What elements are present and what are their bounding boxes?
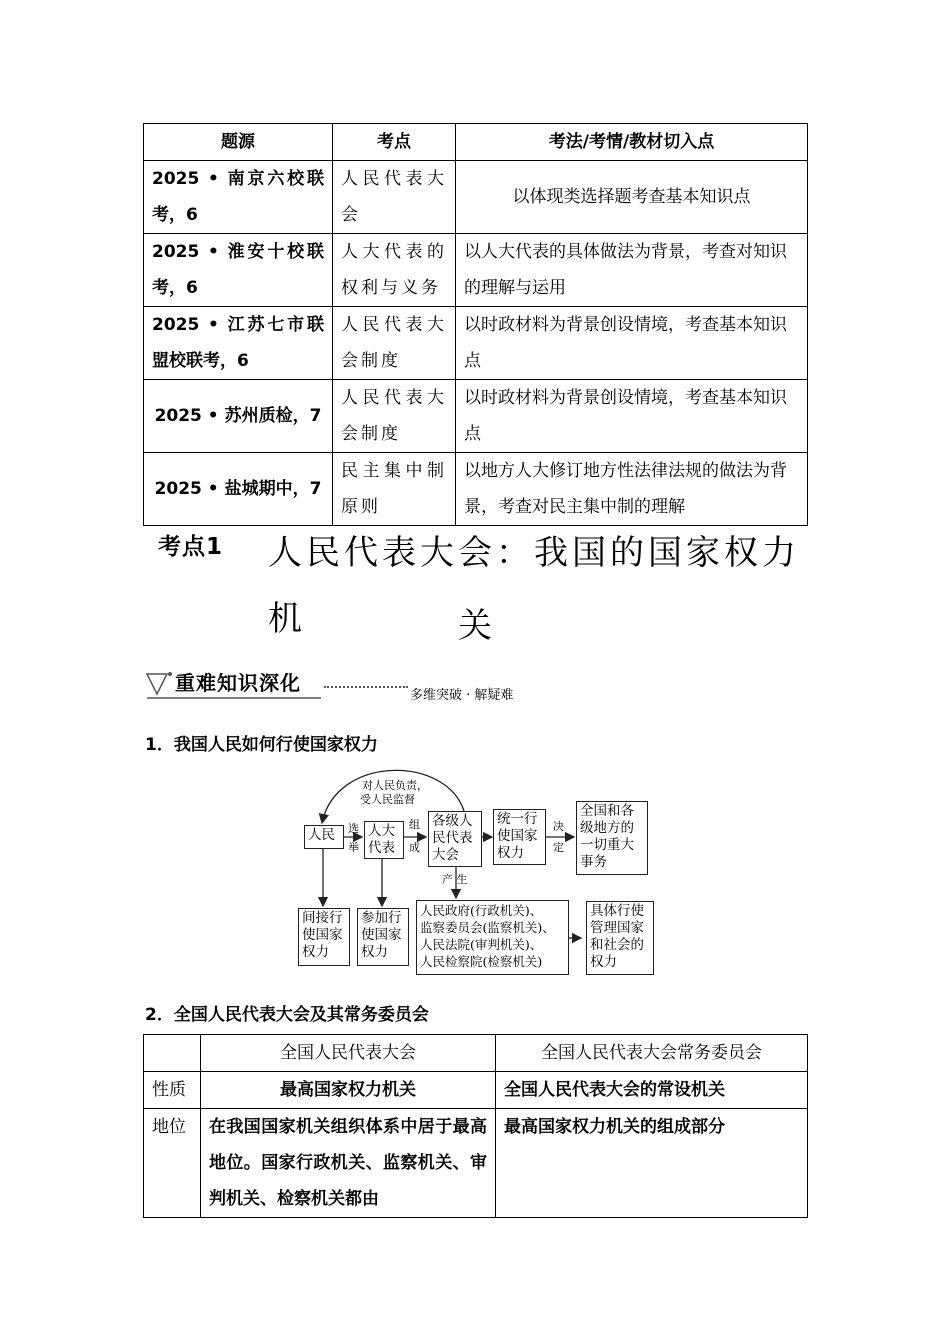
status-congress: 在我国国家机关组织体系中居于最高地位。国家行政机关、监察机关、审判机关、检察机关都由 [201,1109,496,1218]
row-point: 人民代表大会 [333,161,456,234]
npc-header-row [144,1035,808,1072]
label-decide-1: 决 [553,820,564,833]
deputy-line-2: 代表 [368,840,395,856]
manage-line-4: 权力 [590,954,617,970]
manage-line-2: 管理国家 [590,920,644,936]
banner-title: 重难知识深化 [175,671,301,695]
unify-line-3: 权力 [497,845,524,861]
row-source: 2025 • 南京六校联考，6 [144,161,333,234]
row-point: 人大代表的权利与义务 [333,234,456,307]
npc-header-standing: 全国人民代表大会常务委员会 [496,1035,808,1072]
congress-line-2: 民代表 [432,830,473,846]
state-organs-box [416,900,569,975]
diagram-label-responsible: 对人民负责， [362,779,428,792]
row-source: 2025 • 淮安十校联考，6 [144,234,333,307]
manage-line-1: 具体行使 [590,903,644,919]
banner-dots [324,686,408,688]
organs-line-1: 人民政府(行政机关)、 [420,903,543,918]
exam-source-table [143,123,808,526]
table-row [144,453,808,526]
deputy-box [364,821,404,859]
label-decide-2: 定 [553,841,564,854]
label-form-1: 组 [409,818,420,831]
topic-title-line2: 关 [458,606,492,646]
organs-line-4: 人民检察院(检察机关) [420,954,543,969]
label-elect-2: 举 [348,841,359,854]
row-method: 以时政材料为背景创设情境，考查基本知识点 [456,380,808,453]
unify-line-1: 统一行 [497,811,538,827]
affairs-line-3: 一切重大 [580,837,634,853]
row-source: 2025 • 苏州质检，7 [144,380,333,453]
deputy-line-1: 人大 [368,823,395,839]
row-label-status: 地位 [144,1109,201,1218]
table-row [144,234,808,307]
nature-standing: 全国人民代表大会的常设机关 [496,1072,808,1109]
power-flow-diagram [296,765,658,980]
manage-box [586,901,654,975]
table-row [144,307,808,380]
section-1-title: 1．我国人民如何行使国家权力 [145,735,378,755]
npc-comparison-table [143,1034,808,1218]
affairs-line-2: 级地方的 [580,820,634,836]
table-row [144,1072,808,1109]
section-2-title: 2．全国人民代表大会及其常务委员会 [145,1005,429,1025]
row-method: 以时政材料为背景创设情境，考查基本知识点 [456,307,808,380]
banner-subtitle: 多维突破 · 解疑难 [410,688,514,703]
unify-box [493,809,546,865]
participate-line-1: 参加行 [361,910,402,926]
row-point: 人民代表大会制度 [333,380,456,453]
header-point: 考点 [333,124,456,161]
label-form-2: 成 [409,841,420,854]
major-affairs-box [576,801,648,875]
row-source: 2025 • 江苏七市联盟校联考，6 [144,307,333,380]
status-standing: 最高国家权力机关的组成部分 [496,1109,808,1218]
indirect-box [298,908,350,966]
organs-line-3: 人民法院(审判机关)、 [420,937,543,952]
header-method: 考法/考情/教材切入点 [456,124,808,161]
organs-line-2: 监察委员会(监察机关)、 [420,920,555,935]
table-header-row [144,124,808,161]
table-row [144,380,808,453]
row-method: 以体现类选择题考查基本知识点 [456,161,808,234]
header-source: 题源 [144,124,333,161]
row-method: 以人大代表的具体做法为背景，考查对知识的理解与运用 [456,234,808,307]
participate-line-2: 使国家 [361,927,402,943]
row-source: 2025 • 盐城期中，7 [144,453,333,526]
npc-header-congress: 全国人民代表大会 [201,1035,496,1072]
unify-line-2: 使国家 [497,828,538,844]
manage-line-3: 和社会的 [590,937,644,953]
row-point: 民主集中制原则 [333,453,456,526]
row-method: 以地方人大修订地方性法律法规的做法为背景，考查对民主集中制的理解 [456,453,808,526]
congress-line-1: 各级人 [432,813,473,829]
participate-line-3: 权力 [361,944,388,960]
table-row [144,161,808,234]
topic-label: 考点1 [158,534,224,560]
nature-congress: 最高国家权力机关 [201,1072,496,1109]
label-produce: 产 生 [442,873,468,886]
affairs-line-4: 事务 [580,854,607,870]
participate-box [357,908,409,966]
indirect-line-3: 权力 [302,944,329,960]
label-elect-1: 选 [348,822,359,835]
row-label-nature: 性质 [144,1072,201,1109]
indirect-line-1: 间接行 [302,910,343,926]
row-point: 人民代表大会制度 [333,307,456,380]
people-box: 人民 [304,825,344,849]
indirect-line-2: 使国家 [302,927,343,943]
congress-box [428,811,482,867]
topic-title-line1: 人民代表大会：我国的国家权力机 [268,533,798,639]
congress-line-3: 大会 [432,847,459,863]
affairs-line-1: 全国和各 [580,803,634,819]
npc-header-blank [144,1035,201,1072]
diagram-label-supervised: 受人民监督 [360,793,415,806]
table-row [144,1109,808,1218]
